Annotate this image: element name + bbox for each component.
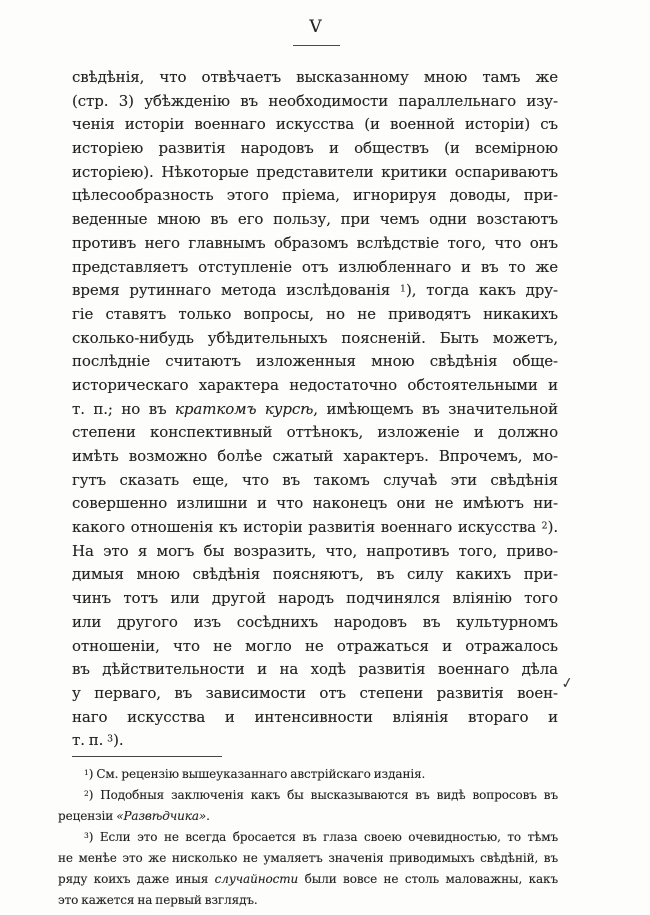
body-line (72, 635, 558, 659)
body-line (72, 421, 558, 445)
body-line (72, 469, 558, 493)
body-line (72, 208, 558, 232)
text-segment: цѣлесообразность этого пріема, игнорируя доводы, при- (72, 186, 558, 205)
text-segment: ченія исторіи военнаго искусства (и военной исторіи) съ (72, 115, 558, 134)
footnote (58, 785, 558, 827)
text-segment: . (206, 809, 210, 823)
text-segment: т. п.; но въ (72, 399, 176, 418)
text-segment: , имѣющемъ въ значительной (313, 399, 558, 418)
body-line (72, 445, 558, 469)
text-segment: какого отношенія къ исторіи развитія военнаго искусства (72, 518, 542, 537)
body-line (72, 398, 558, 422)
body-line (72, 492, 558, 516)
footnote-marker: 1 (84, 768, 89, 778)
footnote (58, 827, 558, 911)
footnote-line (58, 764, 558, 785)
text-segment: наго искусства и интенсивности вліянія втораго и (72, 707, 558, 726)
body-line (72, 563, 558, 587)
text-segment: или другого изъ сосѣднихъ народовъ въ культурномъ (72, 612, 558, 631)
body-line (72, 303, 558, 327)
text-segment: веденные мною въ его пользу, при чемъ одни возстаютъ (72, 210, 558, 229)
text-segment: были вовсе не столь маловажны, какъ (298, 872, 558, 886)
body-line (72, 113, 558, 137)
body-line (72, 90, 558, 114)
text-segment: димыя мною свѣдѣнія поясняютъ, въ силу какихъ при- (72, 565, 558, 584)
footnote-line (58, 890, 558, 911)
text-segment: сколько-нибудь убѣдительныхъ поясненій. Быть можетъ, (72, 328, 558, 347)
body-line (72, 327, 558, 351)
text-segment: свѣдѣнія, что отвѣчаетъ высказанному мною тамъ же (72, 68, 558, 86)
text-segment: исторіею развитія народовъ и обществъ (и всемірною (72, 139, 558, 158)
text-segment: послѣдніе считаютъ изложенныя мною свѣдѣнія обще- (72, 352, 558, 371)
text-segment: это кажется на первый взглядъ. (58, 893, 258, 907)
text-segment: отношеніи, что не могло не отражаться и отражалось (72, 636, 558, 655)
text-segment: степени конспективный оттѣнокъ, изложеніе и должно (72, 423, 558, 442)
footnote-separator-rule (72, 756, 222, 757)
italic-text: случайности (214, 872, 299, 886)
body-line (72, 540, 558, 564)
text-segment: исторіею). Нѣкоторые представители критики оспариваютъ (72, 162, 558, 181)
italic-text: «Развѣдчика» (116, 809, 207, 823)
text-segment: ) Если это не всегда бросается въ глаза своею очевидностью, то тѣмъ (88, 830, 558, 844)
body-line (72, 232, 558, 256)
body-line (72, 682, 558, 706)
text-segment: представляетъ отступленіе отъ излюбленнаго и въ то же (72, 257, 558, 276)
text-segment: (стр. 3) убѣжденію въ необходимости параллельнаго изу- (72, 91, 558, 110)
text-segment: ) См. рецензію вышеуказаннаго австрійскаго изданія. (88, 767, 426, 781)
body-line (72, 279, 558, 303)
footnote-line (58, 848, 558, 869)
footnote-line (58, 785, 558, 806)
body-line (72, 161, 558, 185)
page-number: V (309, 17, 323, 37)
footnotes-block (58, 764, 558, 911)
text-segment: время рутиннаго метода изслѣдованія (72, 281, 401, 300)
text-segment: гутъ сказать еще, что въ такомъ случаѣ эти свѣдѣнія (72, 470, 558, 489)
footnote-marker: 1 (400, 283, 406, 295)
footnote-marker: 2 (84, 789, 89, 799)
footnote-marker: 3 (107, 733, 114, 745)
text-segment: ). (113, 731, 124, 750)
text-segment: рецензіи (58, 809, 117, 823)
text-segment: ) Подобныя заключенія какъ бы высказываются въ видѣ вопросовъ въ (88, 788, 558, 802)
text-segment: не менѣе это же нисколько не умаляетъ значенія приводимыхъ свѣдѣній, въ (58, 851, 558, 865)
body-line (72, 587, 558, 611)
text-segment: гіе ставятъ только вопросы, но не приводятъ никакихъ (72, 304, 558, 323)
body-line (72, 66, 558, 90)
footnote (58, 764, 558, 785)
page-number-rule (293, 45, 340, 46)
body-line (72, 137, 558, 161)
text-segment: т. п. (72, 731, 108, 750)
text-segment: у перваго, въ зависимости отъ степени развитія воен- (72, 683, 558, 702)
text-segment: противъ него главнымъ образомъ вслѣдствіе того, что онъ (72, 233, 558, 252)
footnote-line (58, 827, 558, 848)
text-segment: ряду коихъ даже иныя (58, 872, 215, 886)
footnote-marker: 3 (84, 831, 89, 841)
body-line (72, 729, 558, 753)
margin-checkmark-annotation: ✓ (559, 673, 576, 693)
text-segment: совершенно излишни и что наконецъ они не имѣютъ ни- (72, 494, 558, 513)
text-segment: имѣть возможно болѣе сжатый характеръ. Впрочемъ, мо- (72, 447, 558, 465)
body-line (72, 516, 558, 540)
footnote-marker: 2 (541, 520, 548, 532)
body-line (72, 350, 558, 374)
body-line (72, 184, 558, 208)
body-line (72, 611, 558, 635)
text-segment: историческаго характера недостаточно обстоятельными и (72, 375, 558, 394)
text-segment: чинъ тотъ или другой народъ подчинялся вліянію того (72, 589, 558, 608)
footnote-line (58, 806, 558, 827)
body-line (72, 706, 558, 730)
text-segment: ). (547, 518, 558, 537)
body-line (72, 256, 558, 280)
italic-text: краткомъ курсѣ (175, 399, 314, 418)
footnote-line (58, 869, 558, 890)
body-line (72, 374, 558, 398)
body-text-block (72, 66, 558, 753)
text-segment: въ дѣйствительности и на ходѣ развитія военнаго дѣла (72, 660, 558, 679)
text-segment: ), тогда какъ дру- (405, 281, 559, 300)
text-segment: На это я могъ бы возразить, что, напротивъ того, приво- (72, 541, 558, 560)
body-line (72, 658, 558, 682)
